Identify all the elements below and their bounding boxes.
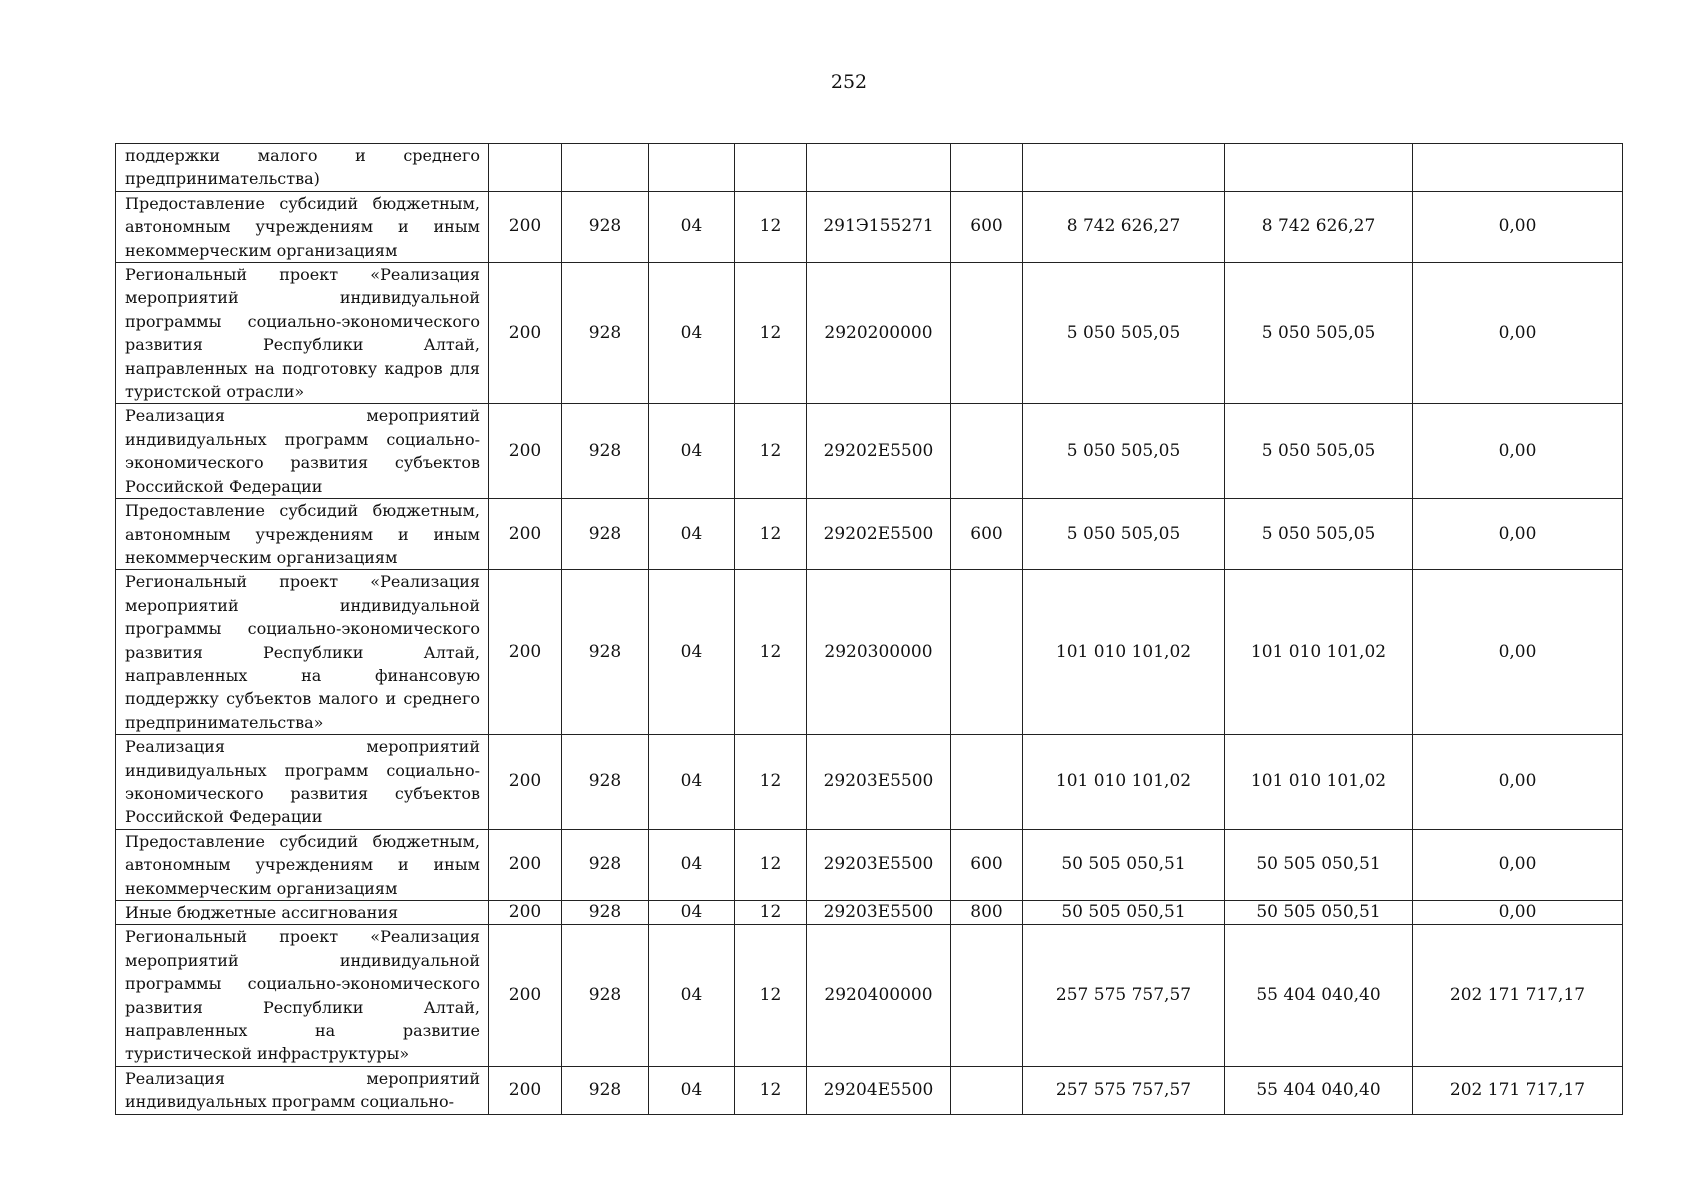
table-row: [116, 570, 1623, 735]
cell-expense-type: [951, 1066, 1023, 1114]
cell-target-article: 29203Е5500: [807, 901, 951, 925]
cell-ved: 928: [562, 901, 649, 925]
cell-expense-type: [951, 144, 1023, 192]
name-line: поддержку субъектов малого и среднего: [125, 689, 480, 709]
name-line: развития Республики Алтай,: [125, 335, 480, 355]
table-row: [116, 735, 1623, 830]
cell-amount-federal: 101 010 101,02: [1225, 570, 1413, 735]
cell-subsection: [735, 144, 807, 192]
cell-name: [116, 901, 489, 925]
cell-amount-regional: [1413, 144, 1623, 192]
cell-amount-total: [1023, 144, 1225, 192]
cell-ved: 928: [562, 1066, 649, 1114]
cell-section: 04: [649, 263, 735, 404]
name-line: индивидуальных программ социально-: [125, 429, 480, 449]
cell-subsection: 12: [735, 1066, 807, 1114]
cell-subsection: 12: [735, 925, 807, 1066]
cell-amount-total: 101 010 101,02: [1023, 735, 1225, 830]
name-line: некоммерческим организациям: [125, 240, 398, 260]
cell-amount-federal: 55 404 040,40: [1225, 1066, 1413, 1114]
cell-name: [116, 1066, 489, 1114]
cell-section: 04: [649, 191, 735, 262]
name-line: предпринимательства»: [125, 712, 324, 732]
name-line: развития Республики Алтай,: [125, 642, 480, 662]
cell-amount-federal: 50 505 050,51: [1225, 829, 1413, 900]
cell-amount-regional: 0,00: [1413, 570, 1623, 735]
table-row: [116, 829, 1623, 900]
table-row: [116, 144, 1623, 192]
name-line: направленных на финансовую: [125, 665, 480, 685]
table-row: [116, 404, 1623, 499]
name-line: Предоставление субсидий бюджетным,: [125, 193, 480, 213]
cell-amount-regional: 0,00: [1413, 735, 1623, 830]
cell-amount-federal: [1225, 144, 1413, 192]
name-line: туристической инфраструктуры»: [125, 1044, 410, 1064]
name-line: некоммерческим организациям: [125, 878, 398, 898]
cell-amount-federal: 55 404 040,40: [1225, 925, 1413, 1066]
cell-amount-total: 257 575 757,57: [1023, 1066, 1225, 1114]
cell-section: 04: [649, 901, 735, 925]
cell-amount-total: 50 505 050,51: [1023, 901, 1225, 925]
cell-amount-federal: 5 050 505,05: [1225, 404, 1413, 499]
cell-name: [116, 191, 489, 262]
cell-amount-federal: 50 505 050,51: [1225, 901, 1413, 925]
table-row: [116, 1066, 1623, 1114]
cell-subsection: 12: [735, 735, 807, 830]
cell-subsection: 12: [735, 901, 807, 925]
cell-amount-regional: 0,00: [1413, 499, 1623, 570]
cell-amount-regional: 202 171 717,17: [1413, 1066, 1623, 1114]
cell-name: [116, 829, 489, 900]
cell-amount-regional: 0,00: [1413, 829, 1623, 900]
cell-rz: 200: [489, 925, 562, 1066]
name-line: туристской отрасли»: [125, 382, 305, 402]
cell-amount-regional: 0,00: [1413, 191, 1623, 262]
cell-expense-type: [951, 925, 1023, 1066]
name-line: Российской Федерации: [125, 476, 323, 496]
cell-subsection: 12: [735, 191, 807, 262]
cell-section: [649, 144, 735, 192]
cell-rz: 200: [489, 735, 562, 830]
name-line: Реализация мероприятий: [125, 406, 480, 426]
cell-target-article: 29203Е5500: [807, 829, 951, 900]
cell-rz: 200: [489, 829, 562, 900]
table-body: [116, 144, 1623, 1115]
cell-expense-type: [951, 570, 1023, 735]
name-line: направленных на развитие: [125, 1021, 480, 1041]
cell-section: 04: [649, 735, 735, 830]
cell-amount-total: 5 050 505,05: [1023, 499, 1225, 570]
cell-ved: [562, 144, 649, 192]
cell-amount-federal: 5 050 505,05: [1225, 499, 1413, 570]
cell-name: [116, 925, 489, 1066]
table-row: [116, 263, 1623, 404]
cell-expense-type: 600: [951, 499, 1023, 570]
cell-ved: 928: [562, 191, 649, 262]
name-line: программы социально-экономического: [125, 311, 480, 331]
table-row: [116, 499, 1623, 570]
cell-expense-type: 800: [951, 901, 1023, 925]
name-line: Предоставление субсидий бюджетным,: [125, 831, 480, 851]
cell-name: [116, 499, 489, 570]
name-line: мероприятий индивидуальной: [125, 950, 480, 970]
cell-name: [116, 735, 489, 830]
cell-amount-total: 8 742 626,27: [1023, 191, 1225, 262]
cell-target-article: 29204Е5500: [807, 1066, 951, 1114]
cell-section: 04: [649, 1066, 735, 1114]
cell-target-article: 29202Е5500: [807, 404, 951, 499]
name-line: индивидуальных программ социально-: [125, 1092, 455, 1112]
cell-subsection: 12: [735, 570, 807, 735]
cell-section: 04: [649, 499, 735, 570]
table-row: [116, 925, 1623, 1066]
cell-subsection: 12: [735, 263, 807, 404]
cell-rz: 200: [489, 499, 562, 570]
cell-amount-federal: 5 050 505,05: [1225, 263, 1413, 404]
name-line: мероприятий индивидуальной: [125, 288, 480, 308]
cell-expense-type: [951, 735, 1023, 830]
cell-ved: 928: [562, 829, 649, 900]
cell-amount-federal: 101 010 101,02: [1225, 735, 1413, 830]
cell-target-article: [807, 144, 951, 192]
table-row: [116, 191, 1623, 262]
cell-expense-type: [951, 263, 1023, 404]
cell-section: 04: [649, 925, 735, 1066]
cell-amount-total: 5 050 505,05: [1023, 263, 1225, 404]
name-line: Реализация мероприятий: [125, 737, 480, 757]
cell-amount-regional: 0,00: [1413, 404, 1623, 499]
name-line: Российской Федерации: [125, 807, 323, 827]
cell-amount-regional: 0,00: [1413, 263, 1623, 404]
name-line: Региональный проект «Реализация: [125, 927, 480, 947]
cell-ved: 928: [562, 404, 649, 499]
name-line: Предоставление субсидий бюджетным,: [125, 501, 480, 521]
cell-rz: 200: [489, 404, 562, 499]
cell-amount-regional: 202 171 717,17: [1413, 925, 1623, 1066]
cell-ved: 928: [562, 263, 649, 404]
cell-name: [116, 404, 489, 499]
cell-subsection: 12: [735, 829, 807, 900]
name-line: автономным учреждениям и иным: [125, 217, 480, 237]
name-line: Реализация мероприятий: [125, 1068, 480, 1088]
name-line: автономным учреждениям и иным: [125, 855, 480, 875]
name-line: программы социально-экономического: [125, 619, 480, 639]
cell-rz: 200: [489, 570, 562, 735]
cell-amount-regional: 0,00: [1413, 901, 1623, 925]
cell-ved: 928: [562, 925, 649, 1066]
cell-name: [116, 263, 489, 404]
cell-section: 04: [649, 829, 735, 900]
cell-rz: 200: [489, 191, 562, 262]
cell-ved: 928: [562, 499, 649, 570]
name-line: индивидуальных программ социально-: [125, 760, 480, 780]
page-number: 252: [830, 71, 868, 93]
name-line: мероприятий индивидуальной: [125, 595, 480, 615]
cell-target-article: 29203Е5500: [807, 735, 951, 830]
cell-amount-federal: 8 742 626,27: [1225, 191, 1413, 262]
name-line: экономического развития субъектов: [125, 453, 480, 473]
cell-subsection: 12: [735, 499, 807, 570]
name-line: поддержки малого и среднего: [125, 146, 480, 165]
name-line: автономным учреждениям и иным: [125, 524, 480, 544]
name-line: некоммерческим организациям: [125, 547, 398, 567]
name-line: Иные бюджетные ассигнования: [125, 903, 399, 922]
name-line: Региональный проект «Реализация: [125, 572, 480, 592]
name-line: Региональный проект «Реализация: [125, 265, 480, 285]
cell-ved: 928: [562, 570, 649, 735]
budget-table: [115, 143, 1623, 1115]
name-line: развития Республики Алтай,: [125, 997, 480, 1017]
cell-section: 04: [649, 570, 735, 735]
name-line: предпринимательства): [125, 169, 320, 189]
cell-target-article: 2920300000: [807, 570, 951, 735]
name-line: экономического развития субъектов: [125, 783, 480, 803]
cell-rz: [489, 144, 562, 192]
name-line: направленных на подготовку кадров для: [125, 358, 480, 378]
cell-rz: 200: [489, 901, 562, 925]
cell-target-article: 29202Е5500: [807, 499, 951, 570]
cell-rz: 200: [489, 263, 562, 404]
cell-name: [116, 144, 489, 192]
cell-ved: 928: [562, 735, 649, 830]
cell-section: 04: [649, 404, 735, 499]
cell-amount-total: 257 575 757,57: [1023, 925, 1225, 1066]
cell-subsection: 12: [735, 404, 807, 499]
cell-amount-total: 5 050 505,05: [1023, 404, 1225, 499]
cell-expense-type: 600: [951, 191, 1023, 262]
cell-rz: 200: [489, 1066, 562, 1114]
cell-target-article: 291Э155271: [807, 191, 951, 262]
cell-expense-type: [951, 404, 1023, 499]
cell-amount-total: 101 010 101,02: [1023, 570, 1225, 735]
cell-expense-type: 600: [951, 829, 1023, 900]
table-row: [116, 901, 1623, 925]
cell-name: [116, 570, 489, 735]
cell-target-article: 2920200000: [807, 263, 951, 404]
name-line: программы социально-экономического: [125, 974, 480, 994]
cell-amount-total: 50 505 050,51: [1023, 829, 1225, 900]
cell-target-article: 2920400000: [807, 925, 951, 1066]
